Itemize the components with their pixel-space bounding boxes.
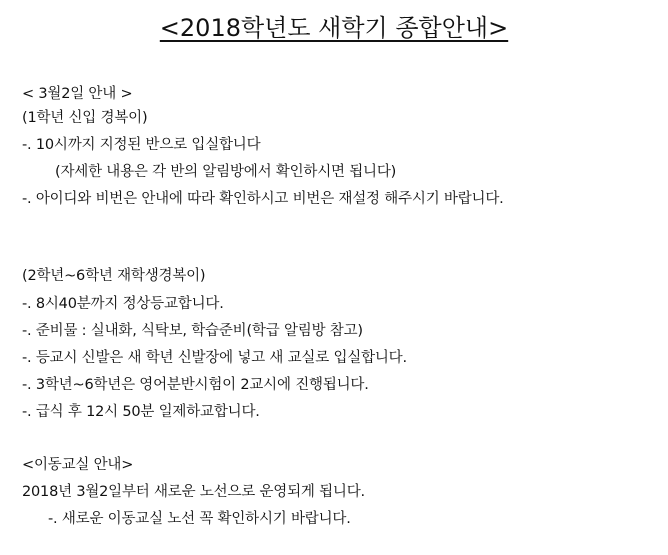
grade2to6-line: -. 8시40분까지 정상등교합니다. (22, 296, 224, 312)
grade2to6-line: -. 3학년~6학년은 영어분반시험이 2교시에 진행됩니다. (22, 377, 369, 393)
grade2to6-line: -. 급식 후 12시 50분 일제하교합니다. (22, 404, 260, 420)
grade1-line: (자세한 내용은 각 반의 알림방에서 확인하시면 됩니다) (55, 164, 397, 180)
march2-heading: < 3월2일 안내 > (22, 86, 133, 102)
grade1-line: -. 10시까지 지정된 반으로 입실합니다 (22, 137, 261, 153)
grade2to6-heading: (2학년~6학년 재학생경복이) (22, 268, 206, 284)
grade2to6-line: -. 준비물 : 실내화, 식탁보, 학습준비(학급 알림방 참고) (22, 323, 363, 339)
mobile-classroom-line: -. 새로운 이동교실 노선 꼭 확인하시기 바랍니다. (48, 511, 351, 527)
grade2to6-line: -. 등교시 신발은 새 학년 신발장에 넣고 새 교실로 입실합니다. (22, 350, 407, 366)
grade1-heading: (1학년 신입 경복이) (22, 110, 148, 126)
mobile-classroom-line: 2018년 3월2일부터 새로운 노선으로 운영되게 됩니다. (22, 484, 365, 500)
mobile-classroom-heading: <이동교실 안내> (22, 457, 134, 473)
document-title: <2018학년도 새학기 종합안내> (159, 14, 509, 42)
grade1-line: -. 아이디와 비번은 안내에 따라 확인하시고 비번은 재설정 해주시기 바랍니다. (22, 191, 504, 207)
